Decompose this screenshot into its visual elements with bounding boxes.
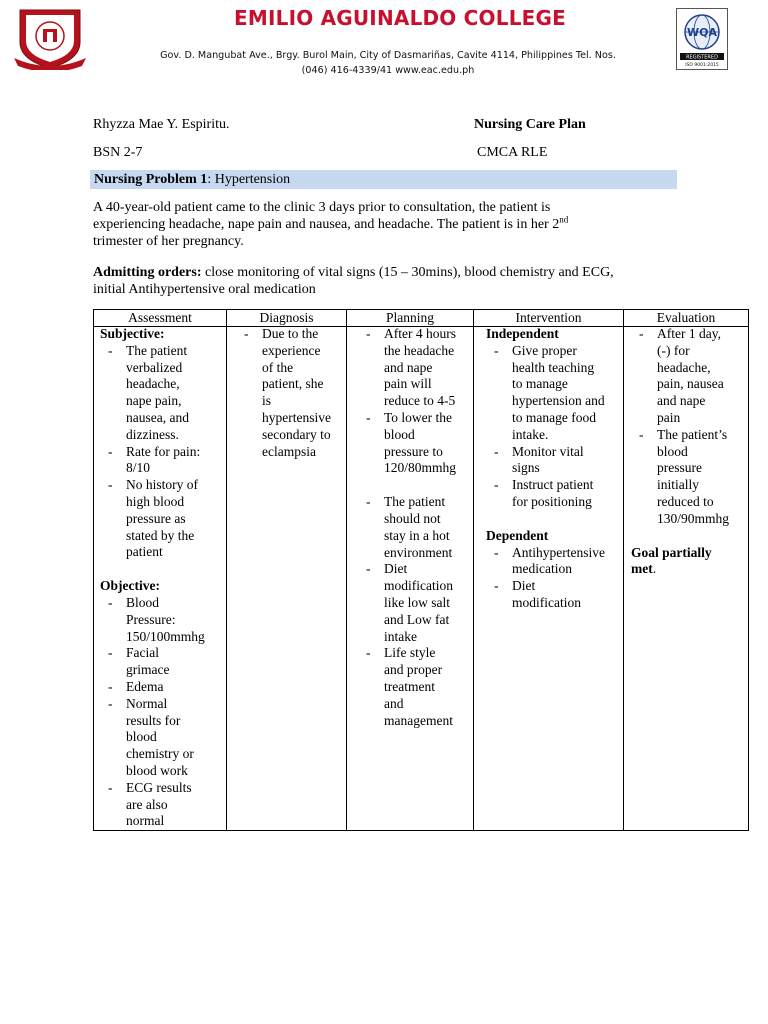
list-item-line: - Blood: [126, 594, 160, 610]
list-item: [100, 477, 226, 561]
list-item-line: blood work: [126, 762, 188, 778]
list-item-line: environment: [384, 544, 453, 560]
list-item: [358, 326, 473, 410]
list-item-line: pain, nausea: [657, 376, 724, 392]
list-item-line: eclampsia: [262, 443, 316, 459]
list-item-line: 8/10: [126, 460, 151, 476]
address-line-2: (046) 416-4339/41 www.eac.edu.ph: [301, 65, 475, 76]
list-item-line: secondary to: [262, 426, 331, 442]
list-item-line: the headache: [384, 342, 455, 358]
spacer: [100, 561, 226, 578]
college-address: [128, 48, 648, 78]
list-item-line: and Low fat: [384, 611, 450, 627]
admitting-orders-line-1: [93, 264, 693, 281]
list-item-line: should not: [384, 510, 441, 526]
nursing-problem-value: : Hypertension: [207, 172, 291, 187]
table-header-diagnosis: Diagnosis: [259, 310, 314, 325]
list-item-line: modification: [384, 578, 453, 594]
table-column-divider: [473, 309, 474, 831]
spacer: [486, 511, 623, 528]
admitting-orders-text: close monitoring of vital signs (15 – 30mins), blood chemistry and ECG,: [201, 265, 614, 280]
list-item-line: and proper: [384, 662, 443, 678]
list-item-line: - After 4 hours: [384, 326, 456, 341]
dependent-label: Dependent: [486, 527, 549, 543]
list-item-line: headache,: [657, 359, 711, 375]
list-item-line: reduce to 4-5: [384, 393, 456, 409]
list-item-line: and: [384, 695, 404, 711]
evaluation-list: [631, 326, 748, 528]
list-item-line: modification: [512, 594, 581, 610]
diagnosis-cell: [236, 326, 346, 460]
college-name: EMILIO AGUINALDO COLLEGE: [234, 6, 566, 30]
goal-period: .: [652, 561, 657, 577]
list-item-line: blood: [384, 426, 415, 442]
address-line-1: Gov. D. Mangubat Ave., Brgy. Burol Main, City of Dasmariñas, Cavite 4114, Philippines Tel. Nos.: [160, 50, 616, 61]
goal-text: Goal partially: [631, 544, 712, 560]
list-item-line: experience: [262, 342, 321, 358]
list-item-line: verbalized: [126, 359, 183, 375]
list-item-line: chemistry or: [126, 746, 194, 762]
list-item-line: - Edema: [126, 678, 164, 694]
list-item-line: - ECG results: [126, 779, 192, 795]
list-item-line: and nape: [657, 393, 706, 409]
list-item-line: to manage: [512, 376, 568, 392]
list-item-line: Pressure:: [126, 611, 176, 627]
case-line-1: A 40-year-old patient came to the clinic 3 days prior to consultation, the patient is: [93, 200, 551, 215]
list-item: [486, 578, 623, 612]
list-item-line: - The patient’s: [657, 426, 728, 442]
list-item-line: reduced to: [657, 493, 714, 509]
list-item: [358, 494, 473, 561]
case-line-2-text: experiencing headache, nape pain and nausea, and headache. The patient is in her 2: [93, 217, 560, 232]
list-item-line: - Diet: [384, 561, 408, 577]
list-item-line: intake.: [512, 426, 549, 442]
list-item-line: treatment: [384, 678, 435, 694]
list-item-line: high blood: [126, 493, 185, 509]
independent-label: Independent: [486, 326, 559, 341]
list-item-line: - No history of: [126, 477, 198, 493]
list-item-line: patient: [126, 544, 163, 560]
independent-list: [486, 343, 623, 511]
admitting-orders-line-2: initial Antihypertensive oral medication: [93, 282, 316, 297]
list-item-line: - After 1 day,: [657, 326, 721, 341]
spacer: [631, 528, 748, 545]
goal-text-2: met: [631, 561, 653, 577]
dependent-list: [486, 545, 623, 612]
table-header-assessment: Assessment: [128, 310, 192, 325]
list-item-line: nape pain,: [126, 393, 182, 409]
list-item-line: pressure: [657, 460, 702, 476]
list-item-line: - Facial: [126, 645, 159, 661]
admitting-orders: [93, 264, 693, 298]
document-title: Nursing Care Plan: [474, 117, 586, 132]
list-item-line: signs: [512, 460, 540, 476]
list-item-line: - Rate for pain:: [126, 443, 201, 459]
list-item: [100, 696, 226, 780]
list-item-line: blood: [126, 729, 157, 745]
list-item-line: are also: [126, 796, 168, 812]
objective-label: Objective:: [100, 578, 160, 594]
list-item-line: stay in a hot: [384, 527, 450, 543]
list-item-line: pain: [657, 409, 681, 425]
list-item-line: - Monitor vital: [512, 443, 584, 459]
list-item-line: headache,: [126, 376, 180, 392]
list-item-line: - Give proper: [512, 342, 577, 358]
table-header-evaluation: Evaluation: [656, 310, 716, 325]
intervention-cell: [486, 326, 623, 612]
list-item-line: stated by the: [126, 527, 195, 543]
case-line-2-sup: nd: [559, 214, 569, 225]
list-item: [100, 343, 226, 444]
list-item: [358, 410, 473, 477]
list-item-line: for positioning: [512, 493, 592, 509]
case-line-2: [93, 216, 693, 233]
list-item-line: intake: [384, 628, 417, 644]
nursing-problem-label: Nursing Problem 1: [94, 172, 208, 187]
list-item: [358, 561, 473, 645]
list-item: [100, 780, 226, 830]
svg-text:ISO 9001:2015: ISO 9001:2015: [685, 63, 719, 68]
wqa-certification-logo: [676, 8, 728, 70]
case-line-3: trimester of her pregnancy.: [93, 234, 244, 249]
list-item-line: pressure as: [126, 510, 186, 526]
list-item: [486, 444, 623, 478]
student-section: BSN 2-7: [93, 145, 143, 160]
list-item-line: nausea, and: [126, 409, 189, 425]
list-item-line: 150/100mmhg: [126, 628, 205, 644]
list-item-line: 120/80mmhg: [384, 460, 457, 476]
evaluation-cell: [631, 326, 748, 578]
list-item-line: health teaching: [512, 359, 595, 375]
planning-list: [358, 326, 473, 729]
case-description: [93, 199, 693, 250]
list-item-line: blood: [657, 443, 688, 459]
assessment-cell: [100, 326, 226, 830]
list-item: [100, 444, 226, 478]
list-item-line: of the: [262, 359, 294, 375]
list-item-line: hypertensive: [262, 409, 331, 425]
nursing-problem: [94, 171, 290, 188]
list-item-line: normal: [126, 813, 165, 829]
table-header-intervention: Intervention: [515, 310, 582, 325]
course-name: CMCA RLE: [477, 145, 548, 160]
list-item-line: - The patient: [384, 494, 446, 510]
list-item: [631, 326, 748, 427]
list-item-line: - Diet: [512, 578, 536, 594]
list-item-line: like low salt: [384, 594, 450, 610]
list-item: [486, 343, 623, 444]
svg-text:REGISTERED: REGISTERED: [686, 54, 718, 61]
list-item: [486, 477, 623, 511]
list-item-line: - Life style: [384, 645, 436, 661]
list-item-line: is: [262, 393, 272, 409]
planning-cell: [358, 326, 473, 729]
list-item-line: pain will: [384, 376, 432, 392]
list-item-line: and nape: [384, 359, 433, 375]
list-item-line: - Normal: [126, 695, 168, 711]
evaluation-goal: [631, 545, 748, 579]
diagnosis-list: [236, 326, 346, 460]
list-item-line: dizziness.: [126, 426, 179, 442]
list-item-line: patient, she: [262, 376, 324, 392]
list-item-line: initially: [657, 477, 699, 493]
table-column-divider: [346, 309, 347, 831]
list-item: [631, 427, 748, 528]
table-column-divider: [623, 309, 624, 831]
svg-text:WQA: WQA: [687, 26, 717, 39]
list-item: [486, 545, 623, 579]
list-item: [358, 645, 473, 729]
list-item-line: - To lower the: [384, 409, 453, 425]
spacer: [358, 477, 473, 494]
subjective-list: [100, 343, 226, 561]
list-item-line: management: [384, 712, 453, 728]
list-item-line: - Instruct patient: [512, 477, 594, 493]
list-item-line: - Antihypertensive: [512, 544, 605, 560]
list-item-line: - The patient: [126, 342, 188, 358]
subjective-label: Subjective:: [100, 326, 165, 341]
list-item: [236, 326, 346, 460]
list-item-line: - Due to the: [262, 326, 319, 341]
list-item: [100, 645, 226, 679]
table-column-divider: [226, 309, 227, 831]
list-item-line: hypertension and: [512, 393, 605, 409]
objective-list: [100, 595, 226, 830]
admitting-orders-label: Admitting orders:: [93, 265, 202, 280]
table-header-planning: Planning: [385, 310, 434, 325]
list-item: [100, 595, 226, 645]
student-name: Rhyzza Mae Y. Espiritu.: [93, 117, 230, 132]
list-item-line: pressure to: [384, 443, 443, 459]
list-item-line: 130/90mmhg: [657, 510, 730, 526]
list-item-line: grimace: [126, 662, 170, 678]
list-item-line: results for: [126, 712, 181, 728]
college-seal-logo: [12, 8, 88, 70]
list-item-line: to manage food: [512, 409, 596, 425]
list-item: [100, 679, 226, 696]
list-item-line: medication: [512, 561, 572, 577]
list-item-line: (-) for: [657, 342, 690, 358]
